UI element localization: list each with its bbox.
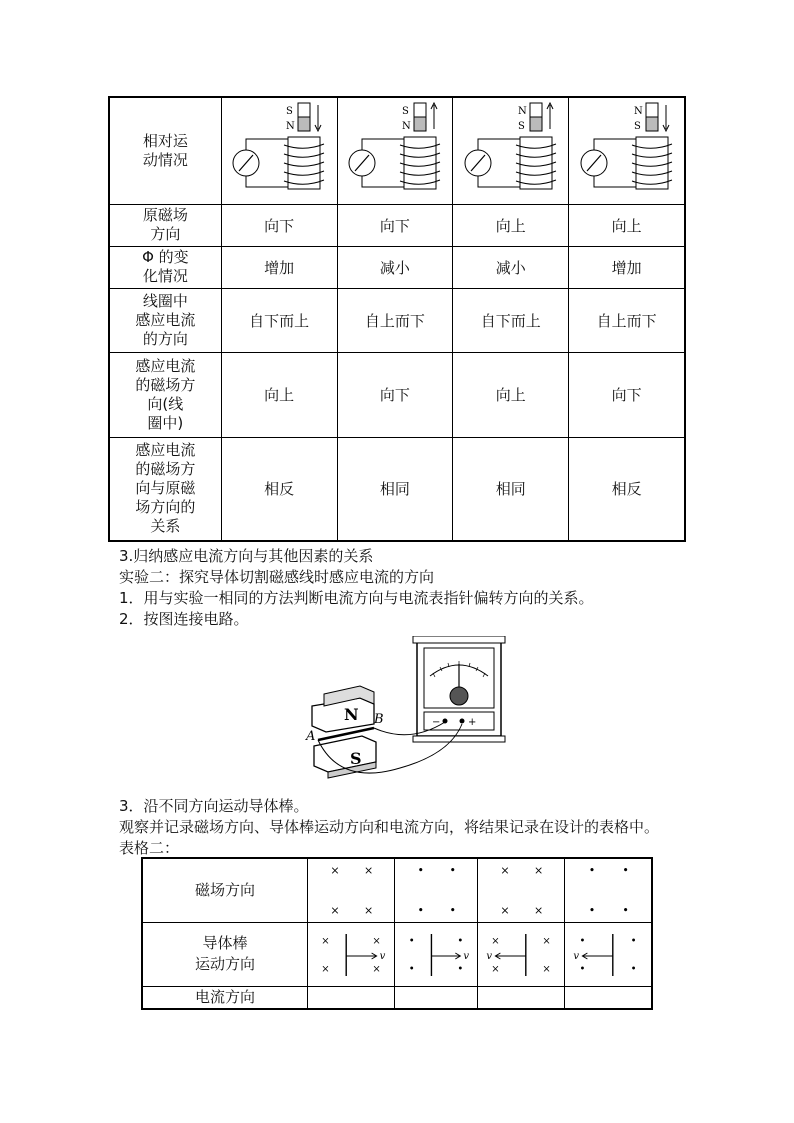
table-cell: 增加: [569, 246, 685, 288]
field-cell: [395, 858, 478, 922]
magnet-bottom-half: [646, 117, 658, 131]
row-label: [109, 246, 221, 288]
field-out-of-page-mark: •: [457, 936, 464, 947]
field-into-page-mark: ×: [542, 936, 551, 947]
apparatus-figure: [300, 636, 510, 786]
field-out-of-page-mark: •: [630, 964, 637, 975]
wire-top: [478, 139, 520, 150]
coil-body: [404, 137, 436, 189]
field-into-page-mark: ×: [542, 964, 551, 975]
magnet-bottom-pole-label: S: [633, 120, 641, 132]
field-into-page-mark: ×: [491, 936, 500, 947]
rod-end-b-label: B: [374, 712, 384, 727]
label-line: 的磁场方: [135, 375, 196, 394]
field-out-of-page-mark: •: [417, 904, 424, 918]
magnet-bottom-half: [530, 117, 542, 131]
table-one: [108, 96, 686, 542]
galvanometer-coil-diagram: [572, 101, 682, 201]
minus-terminal-label: −: [432, 717, 441, 728]
table-cell[interactable]: [564, 986, 652, 1009]
rod-motion-diagram: [481, 928, 561, 980]
label-line: 向(线: [147, 394, 184, 413]
field-out-of-page-mark: •: [588, 864, 596, 878]
table-row: [109, 246, 685, 288]
galvanometer-base: [413, 736, 505, 742]
field-into-page-mark: ×: [372, 964, 381, 975]
label-line: 线圈中: [142, 291, 188, 310]
magnet-top-pole-label: N: [517, 105, 527, 117]
table-cell[interactable]: [395, 986, 478, 1009]
magnet-top-pole-label: N: [633, 105, 643, 117]
field-cell: [308, 858, 395, 922]
table-row: [142, 986, 652, 1009]
label-line: 原磁场: [142, 206, 188, 224]
row-label: [142, 922, 308, 986]
table-cell: 向下: [221, 204, 337, 246]
wire-bottom: [478, 176, 520, 187]
galvanometer-coil: [450, 687, 468, 705]
row-label: [109, 288, 221, 352]
magnet-upper-pole: [312, 698, 374, 732]
magnet-bottom-pole-label: S: [517, 120, 525, 132]
table-row: [109, 97, 685, 204]
table-cell: 增加: [221, 246, 337, 288]
label-line: 导体棒: [202, 934, 248, 952]
field-out-of-page-mark: •: [630, 936, 637, 947]
galvanometer-top: [413, 636, 505, 643]
label-line: 场方向的: [135, 498, 196, 517]
table-row: [109, 288, 685, 352]
label-line: 感应电流: [135, 356, 196, 375]
step-3: 3．沿不同方向运动导体棒。: [119, 797, 309, 815]
galvanometer-coil-diagram: [340, 101, 450, 201]
table-cell: 自上而下: [569, 288, 685, 352]
label-line: 感应电流: [135, 310, 196, 329]
motion-cell: [308, 922, 395, 986]
experiment-diagram-2: [337, 97, 453, 204]
field-into-page-mark: ×: [330, 904, 340, 918]
table-row: [142, 922, 652, 986]
wire-bottom: [594, 176, 636, 187]
label-line: 的磁场方: [135, 460, 196, 479]
label-line: 运动方向: [194, 955, 255, 973]
table-cell[interactable]: [477, 986, 564, 1009]
galvanometer-coil-diagram: [456, 101, 566, 201]
label-line: 向与原磁: [135, 479, 196, 498]
field-pattern: [568, 860, 648, 920]
field-out-of-page-mark: •: [417, 864, 424, 878]
table-cell: 向上: [453, 204, 569, 246]
table-cell: 向下: [337, 352, 453, 437]
coil-body: [520, 137, 552, 189]
field-out-of-page-mark: •: [579, 964, 586, 975]
terminal-plus: [460, 719, 465, 724]
table-two-title: 表格二：: [119, 839, 180, 857]
field-into-page-mark: ×: [330, 864, 340, 878]
rod-end-a-label: A: [306, 729, 316, 744]
table-cell: 自下而上: [453, 288, 569, 352]
field-into-page-mark: ×: [500, 864, 510, 878]
wire-bottom: [362, 176, 404, 187]
field-out-of-page-mark: •: [622, 904, 629, 918]
field-cell: [564, 858, 652, 922]
wire-top: [362, 139, 404, 150]
label-line: 方向: [150, 225, 181, 243]
row-label: [109, 437, 221, 541]
coil-body: [288, 137, 320, 189]
table-cell: 相反: [221, 437, 337, 541]
motion-cell: [564, 922, 652, 986]
label-line: 的方向: [142, 329, 188, 348]
experiment-title: 实验二：探究导体切割磁感线时感应电流的方向: [119, 568, 435, 586]
label-line: 关系: [150, 517, 181, 536]
table-cell: 向下: [337, 204, 453, 246]
magnet-bottom-half: [298, 117, 310, 131]
table-two: [141, 857, 653, 1010]
field-into-page-mark: ×: [533, 864, 544, 878]
field-out-of-page-mark: •: [449, 904, 456, 918]
field-cell: [477, 858, 564, 922]
velocity-label: v: [463, 951, 469, 962]
field-into-page-mark: ×: [372, 936, 381, 947]
north-pole-label: N: [344, 705, 359, 724]
instruction: 观察并记录磁场方向、导体棒运动方向和电流方向，将结果记录在设计的表格中。: [119, 818, 660, 836]
rod-motion-diagram: [311, 928, 391, 980]
label-line: 圈中): [147, 413, 184, 432]
table-row: [109, 437, 685, 541]
row-label: [109, 97, 221, 204]
field-pattern: [398, 860, 474, 920]
magnet-bottom-pole-label: N: [286, 120, 295, 132]
label-line: 感应电流: [135, 441, 196, 460]
row-label: 电流方向: [142, 986, 308, 1009]
magnet-top-half: [646, 103, 658, 117]
table-cell: 向上: [221, 352, 337, 437]
magnet-bottom-half: [414, 117, 426, 131]
section-heading: 3.归纳感应电流方向与其他因素的关系: [119, 547, 374, 565]
wire-bottom: [246, 176, 288, 187]
rod-motion-diagram: [398, 928, 474, 980]
south-pole-label: S: [350, 749, 362, 768]
motion-cell: [477, 922, 564, 986]
label-line: 化情况: [142, 267, 188, 285]
table-cell: 减小: [337, 246, 453, 288]
field-out-of-page-mark: •: [408, 936, 415, 947]
table-row: [109, 204, 685, 246]
table-cell: 向下: [569, 352, 685, 437]
table-cell: 自上而下: [337, 288, 453, 352]
coil-body: [636, 137, 668, 189]
magnet-bottom-pole-label: N: [401, 120, 411, 132]
row-label: 磁场方向: [142, 858, 308, 922]
field-pattern: [481, 860, 561, 920]
field-out-of-page-mark: •: [579, 936, 586, 947]
field-into-page-mark: ×: [491, 964, 500, 975]
table-row: [109, 352, 685, 437]
field-out-of-page-mark: •: [588, 904, 596, 918]
magnet-top-half: [414, 103, 426, 117]
plus-terminal-label: +: [468, 717, 477, 728]
table-cell: 向上: [569, 204, 685, 246]
experiment-diagram-3: [453, 97, 569, 204]
field-out-of-page-mark: •: [449, 864, 456, 878]
label-line: 动情况: [142, 150, 188, 169]
field-into-page-mark: ×: [533, 904, 544, 918]
row-label: [109, 204, 221, 246]
table-cell[interactable]: [308, 986, 395, 1009]
table-cell: 自下而上: [221, 288, 337, 352]
field-pattern: [311, 860, 391, 920]
label-line: Φ 的变: [142, 248, 189, 266]
table-cell: 相同: [337, 437, 453, 541]
field-into-page-mark: ×: [321, 964, 330, 975]
label-line: 相对运: [142, 131, 188, 150]
rod-motion-diagram: [568, 928, 648, 980]
field-into-page-mark: ×: [364, 904, 374, 918]
field-out-of-page-mark: •: [622, 864, 629, 878]
magnet-top-pole-label: S: [401, 105, 409, 117]
field-into-page-mark: ×: [321, 936, 330, 947]
step-2: 2．按图连接电路。: [119, 610, 249, 628]
table-cell: 向上: [453, 352, 569, 437]
row-label: [109, 352, 221, 437]
table-cell: 相同: [453, 437, 569, 541]
velocity-label: v: [573, 951, 579, 962]
velocity-label: v: [486, 951, 492, 962]
field-into-page-mark: ×: [364, 864, 374, 878]
experiment-diagram-1: [221, 97, 337, 204]
step-1: 1．用与实验一相同的方法判断电流方向与电流表指针偏转方向的关系。: [119, 589, 594, 607]
table-cell: 减小: [453, 246, 569, 288]
experiment-diagram-4: [569, 97, 685, 204]
table-cell: 相反: [569, 437, 685, 541]
field-out-of-page-mark: •: [408, 964, 415, 975]
table-row: [142, 858, 652, 922]
magnet-top-pole-label: S: [286, 105, 293, 117]
field-out-of-page-mark: •: [457, 964, 464, 975]
motion-cell: [395, 922, 478, 986]
wire-top: [594, 139, 636, 150]
galvanometer-coil-diagram: [224, 101, 334, 201]
magnet-top-half: [530, 103, 542, 117]
magnet-top-half: [298, 103, 310, 117]
wire-top: [246, 139, 288, 150]
field-into-page-mark: ×: [500, 904, 510, 918]
velocity-label: v: [379, 951, 386, 962]
